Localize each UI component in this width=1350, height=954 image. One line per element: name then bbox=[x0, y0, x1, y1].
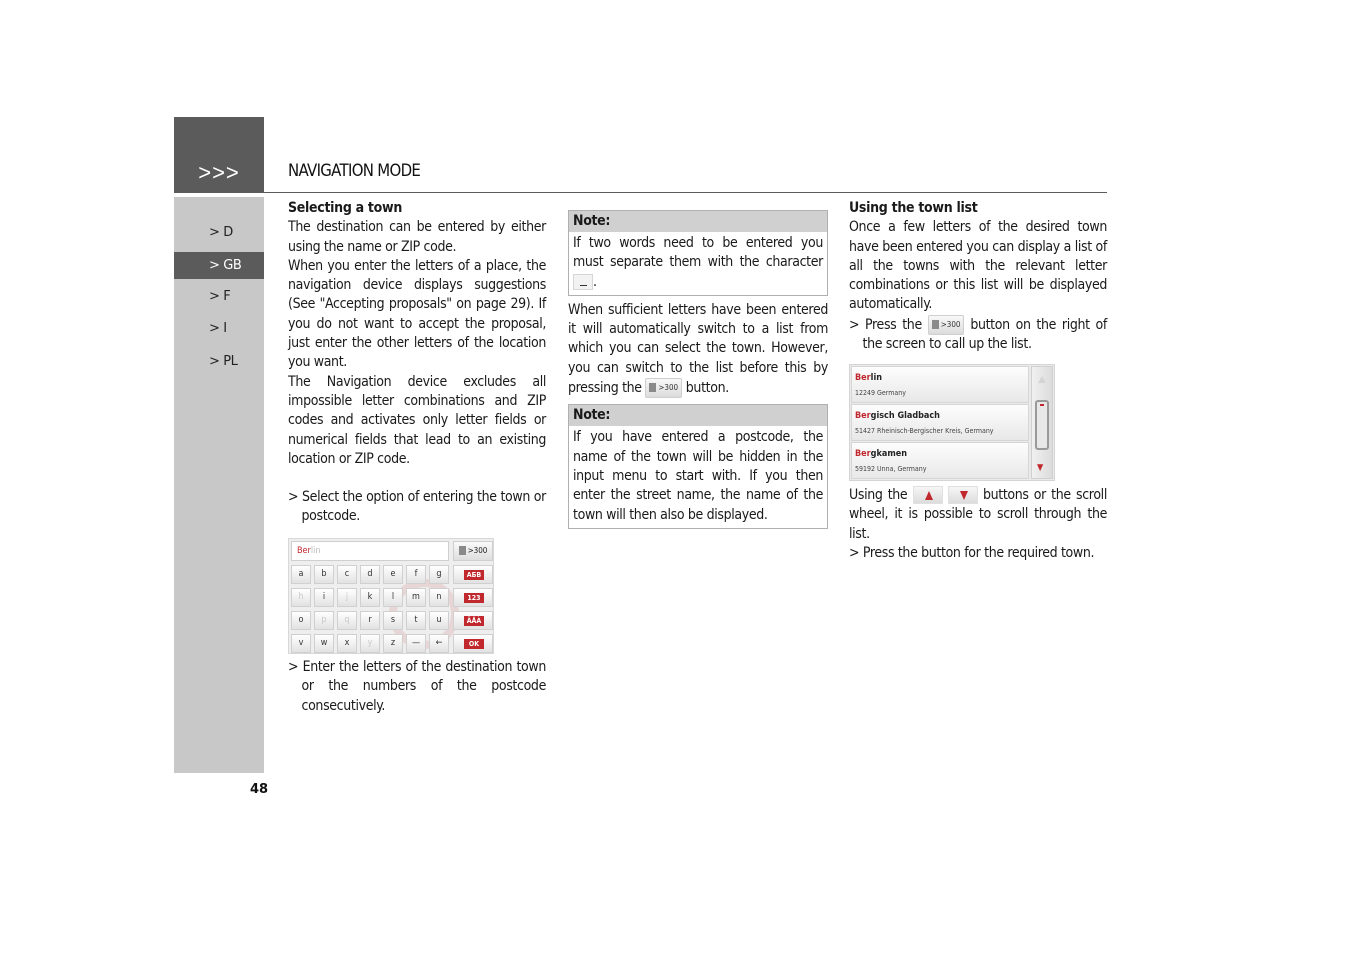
key: x bbox=[337, 634, 357, 653]
numbers-key: 123 bbox=[453, 588, 493, 607]
key: p bbox=[314, 611, 334, 630]
keyboard-screenshot bbox=[288, 538, 494, 654]
section-heading: Selecting a town bbox=[288, 200, 403, 216]
page-title: NAVIGATION MODE bbox=[288, 161, 421, 181]
sidebar-item-gb[interactable]: > GB bbox=[174, 252, 264, 279]
column-town-list-cont bbox=[849, 486, 1107, 563]
scrollbar bbox=[1031, 366, 1053, 479]
key: i bbox=[314, 588, 334, 607]
paragraph: When sufficient letters have been entered it will automatically switch to a list from which you can select the town. However, you can switch to the list before this by pressing the >300 button. bbox=[568, 301, 828, 397]
paragraph: When you enter the letters of a place, the navigation device displays suggestions (See "Accepting proposals" on page 29). If you do not want to accept the proposal, just enter the other letters of the location you want. bbox=[288, 257, 546, 371]
scroll-down-icon: ▼ bbox=[1037, 463, 1044, 473]
paragraph: The Navigation device excludes all impossible letter combinations and ZIP codes and activates only letter fields or numerical fields that lead to an existing location or ZIP code. bbox=[288, 373, 546, 467]
key: o bbox=[291, 611, 311, 630]
list-item: Bergisch Gladbach 51427 Rheinisch-Bergischer Kreis, Germany bbox=[851, 404, 1029, 441]
key: q bbox=[337, 611, 357, 630]
town-list-screenshot bbox=[849, 364, 1055, 481]
list-button-icon: >300 bbox=[645, 378, 682, 398]
list-button: >300 bbox=[453, 541, 493, 561]
key: r bbox=[360, 611, 380, 630]
paragraph: The destination can be entered by either using the name or ZIP code. bbox=[288, 219, 546, 255]
column-town-list bbox=[849, 199, 1107, 354]
key: v bbox=[291, 634, 311, 653]
sidebar-item-i[interactable]: > I bbox=[209, 321, 227, 336]
list-item: Berlin 12249 Germany bbox=[851, 366, 1029, 403]
instruction-step: > Press the button for the required town. bbox=[849, 544, 1095, 561]
note-box bbox=[568, 404, 828, 528]
town-input-field: Berlin bbox=[291, 541, 449, 561]
list-icon bbox=[459, 546, 466, 555]
key: d bbox=[360, 565, 380, 584]
arrow-down-icon bbox=[948, 486, 978, 504]
key: j bbox=[337, 588, 357, 607]
note-text: If you have entered a postcode, the name of the town will be hidden in the input menu to start with. If you then enter the street name, the name of the town will then also be displayed. bbox=[573, 429, 823, 523]
key: m bbox=[406, 588, 426, 607]
column-selecting-town bbox=[288, 199, 546, 527]
note-box bbox=[568, 210, 828, 296]
header-rule bbox=[264, 192, 1107, 193]
key: g bbox=[429, 565, 449, 584]
note-title: Note: bbox=[569, 211, 827, 232]
sidebar-item-pl[interactable]: > PL bbox=[209, 354, 238, 369]
key: z bbox=[383, 634, 403, 653]
column-notes bbox=[568, 210, 828, 529]
key: n bbox=[429, 588, 449, 607]
key: u bbox=[429, 611, 449, 630]
cyrillic-key: АБВ bbox=[453, 565, 493, 584]
language-sidebar bbox=[174, 197, 264, 773]
list-item: Bergkamen 59192 Unna, Germany bbox=[851, 442, 1029, 479]
underscore-key-icon bbox=[573, 274, 593, 290]
sidebar-item-d[interactable]: > D bbox=[209, 225, 233, 240]
key: l bbox=[383, 588, 403, 607]
list-button-icon: >300 bbox=[928, 315, 965, 335]
section-heading: Using the town list bbox=[849, 200, 978, 216]
note-title: Note: bbox=[569, 405, 827, 426]
special-chars-key: ÄÅÀ bbox=[453, 611, 493, 630]
header-arrows: >>> bbox=[198, 160, 240, 185]
key: a bbox=[291, 565, 311, 584]
backspace-key: ← bbox=[429, 634, 449, 653]
scroll-thumb bbox=[1035, 400, 1049, 450]
key: k bbox=[360, 588, 380, 607]
key: — bbox=[406, 634, 426, 653]
instruction-step: > Enter the letters of the destination town or the numbers of the postcode consecutively. bbox=[288, 659, 546, 714]
key: f bbox=[406, 565, 426, 584]
key: h bbox=[291, 588, 311, 607]
note-text: If two words need to be entered you must separate them with the character . bbox=[573, 235, 823, 290]
instruction-step: > Press the >300 button on the right of the screen to call up the list. bbox=[849, 316, 1107, 353]
key: c bbox=[337, 565, 357, 584]
key: w bbox=[314, 634, 334, 653]
arrow-up-icon bbox=[913, 486, 943, 504]
key: y bbox=[360, 634, 380, 653]
paragraph: Using the buttons or the scroll wheel, it is possible to scroll through the list. bbox=[849, 487, 1107, 542]
page-number: 48 bbox=[250, 782, 269, 797]
key: t bbox=[406, 611, 426, 630]
scroll-up-icon bbox=[1038, 376, 1046, 383]
key: s bbox=[383, 611, 403, 630]
column-selecting-town-cont bbox=[288, 658, 546, 716]
key: b bbox=[314, 565, 334, 584]
sidebar-item-f[interactable]: > F bbox=[209, 289, 231, 304]
paragraph: Once a few letters of the desired town have been entered you can display a list of all the towns with the relevant letter combinations or this list will be displayed automatically. bbox=[849, 219, 1107, 313]
instruction-step: > Select the option of entering the town or postcode. bbox=[288, 489, 546, 525]
key: e bbox=[383, 565, 403, 584]
ok-key: OK bbox=[453, 634, 493, 653]
